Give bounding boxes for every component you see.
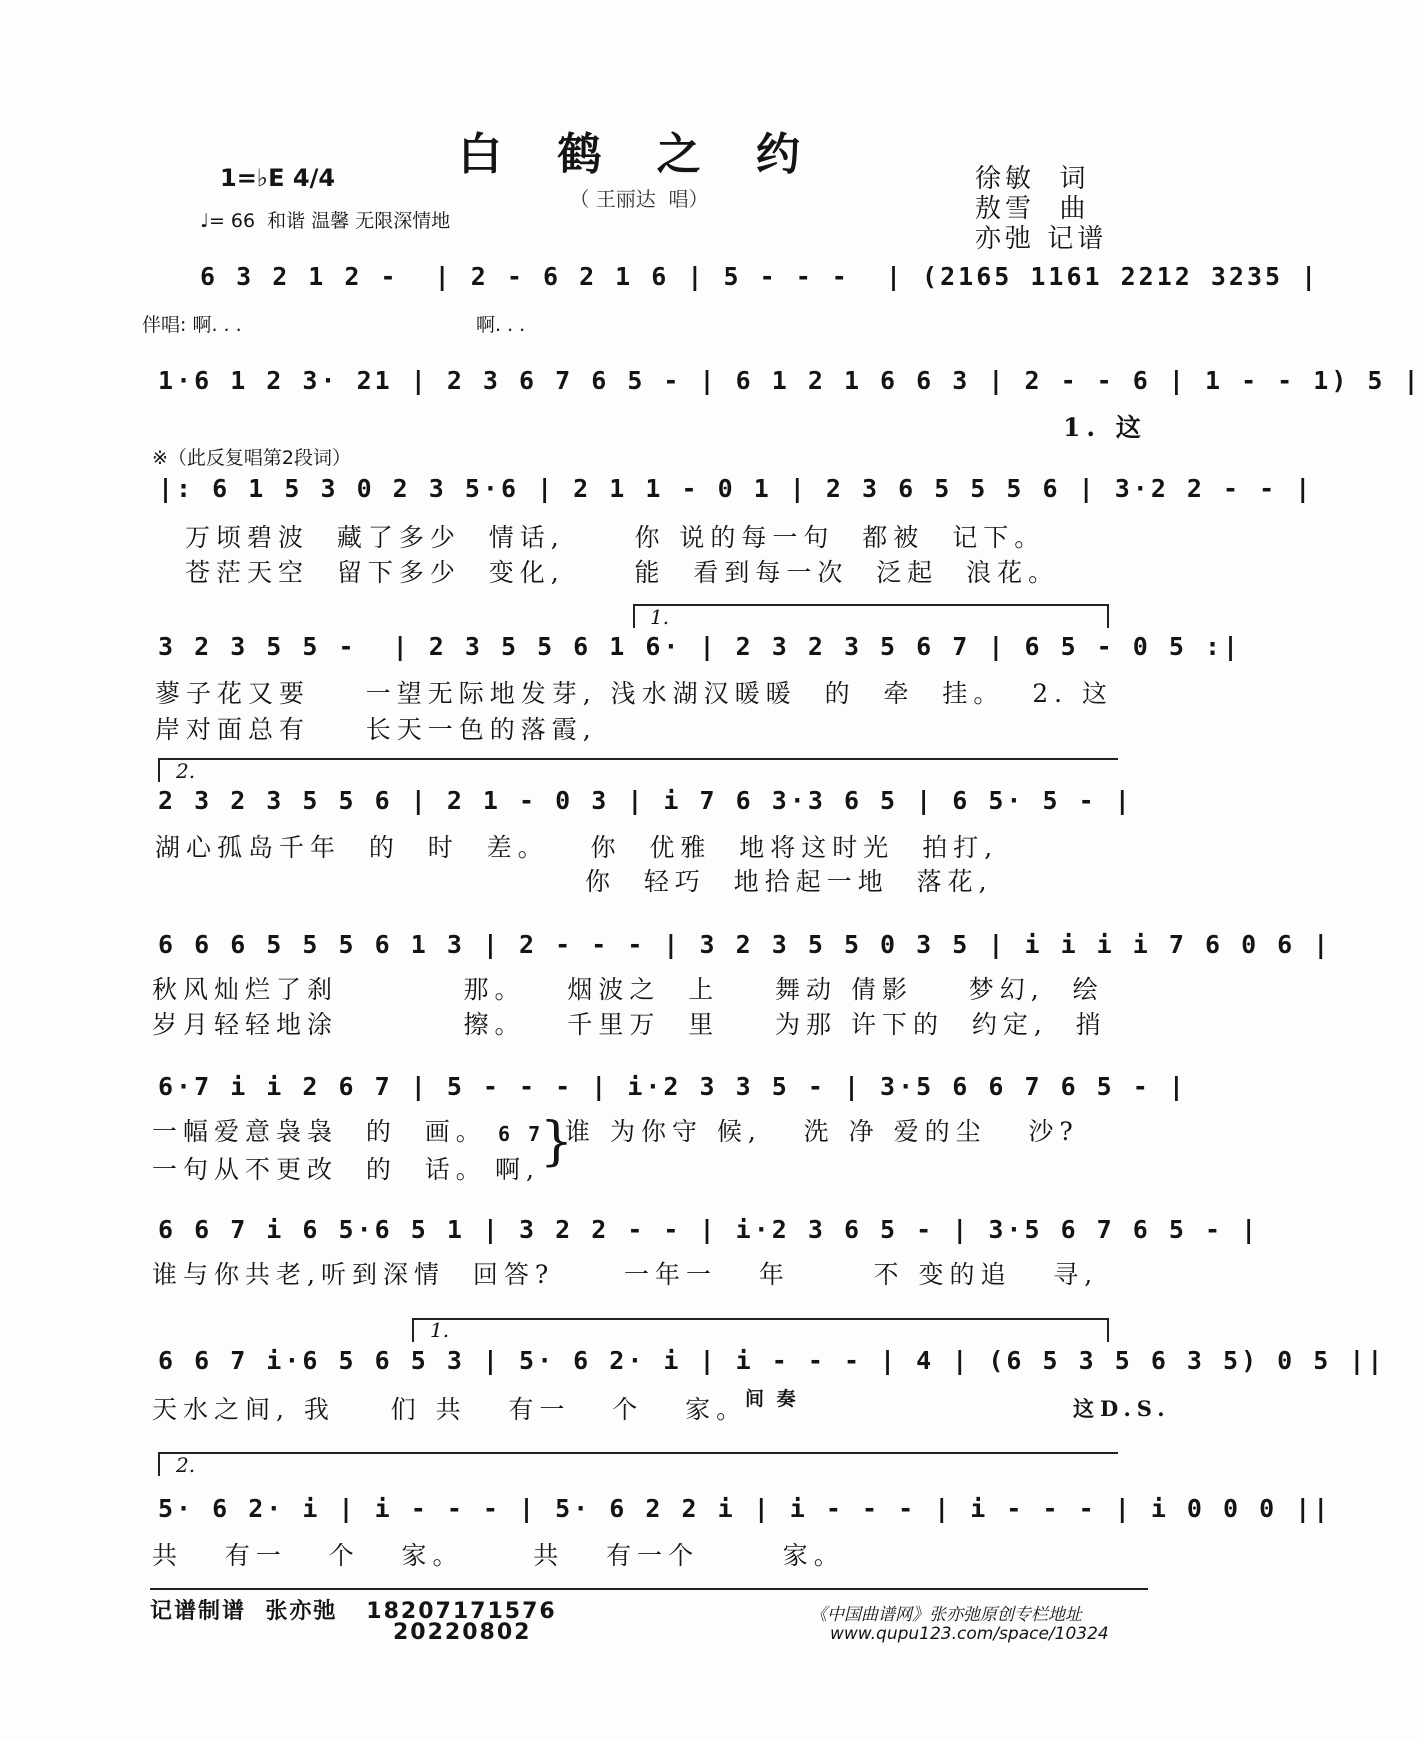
aside-lyric: 啊, — [495, 1155, 540, 1184]
aside-notes: 6 7 — [498, 1122, 544, 1146]
footer-maker: 记谱制谱 张亦弛 18207171576 — [150, 1599, 557, 1624]
lyric-line-3a: 万顷碧波 藏了多少 情话, 你 说的每一句 都被 记下。 — [185, 523, 1046, 552]
volta-1-number: 1. — [650, 605, 670, 629]
tempo-marking: ♩= 66 和谐 温馨 无限深情地 — [200, 210, 451, 232]
interlude-label: 间 奏 — [745, 1388, 799, 1410]
score-line-4: 3 2 3 5 5 - | 2 3 5 5 6 1 6· | 2 3 2 3 5 6 7 | 6 5 - 0 5 :| — [158, 632, 1242, 661]
transcriber-credit: 亦弛 记谱 — [975, 224, 1108, 254]
lyric-line-5a: 湖心孤岛千年 的 时 差。 你 优雅 地将这时光 拍打, — [155, 833, 999, 862]
volta-1b-number: 1. — [430, 1318, 450, 1342]
footer-date: 20220802 — [393, 1620, 532, 1645]
page-title: 白 鹤 之 约 — [458, 129, 820, 180]
lyric-line-6b: 岁月轻轻地涂 擦。 千里万 里 为那 许下的 约定, 捎 — [152, 1010, 1107, 1039]
score-line-5: 2 3 2 3 5 5 6 | 2 1 - 0 3 | i 7 6 3·3 6 5 | 6 5· 5 - | — [158, 786, 1133, 815]
lyric-line-10: 共 有一 个 家。 共 有一个 家。 — [152, 1541, 845, 1570]
volta-2b-number: 2. — [176, 1453, 196, 1477]
verse-marker: 1. 这 — [1063, 413, 1147, 442]
footer-source: 《中国曲谱网》张亦弛原创专栏地址 — [810, 1605, 1082, 1625]
aside-brace: } — [540, 1112, 574, 1172]
ds-marker: 这D.S. — [1073, 1396, 1171, 1421]
score-line-1: 6 3 2 1 2 - | 2 - 6 2 1 6 | 5 - - - | (2165 1161 2212 3235 | — [200, 262, 1320, 291]
lyric-line-9: 天水之间, 我 们 共 有一 个 家。 — [152, 1395, 748, 1424]
lyric-line-5b: 你 轻巧 地拾起一地 落花, — [585, 867, 993, 896]
volta-2b-bracket — [158, 1452, 1118, 1476]
score-line-9: 6 6 7 i·6 5 6 5 3 | 5· 6 2· i | i - - - | 4 | (6 5 3 5 6 3 5) 0 5 || — [158, 1346, 1386, 1375]
composer-credit: 敖雪 曲 — [975, 194, 1090, 224]
harmony-lyric-2: 啊. . . — [476, 314, 526, 336]
lyric-line-7a: 一幅爱意袅袅 的 画。 — [152, 1117, 487, 1146]
lyric-line-4b: 岸对面总有 长天一色的落霞, — [155, 715, 597, 744]
harmony-lyric: 伴唱: 啊. . . — [142, 314, 242, 336]
footer-divider — [150, 1588, 1148, 1590]
volta-1-bracket — [633, 604, 1109, 628]
key-signature: 1=♭E 4/4 — [220, 164, 336, 192]
lyric-line-3b: 苍茫天空 留下多少 变化, 能 看到每一次 泛起 浪花。 — [185, 558, 1060, 587]
score-line-10: 5· 6 2· i | i - - - | 5· 6 2 2 i | i - - - | i - - - | i 0 0 0 || — [158, 1494, 1332, 1523]
volta-1b-bracket — [412, 1318, 1109, 1342]
volta-2-bracket — [158, 758, 1118, 782]
lyric-line-8: 谁与你共老,听到深情 回答? 一年一 年 不 变的追 寻, — [152, 1260, 1099, 1289]
score-line-8: 6 6 7 i 6 5·6 5 1 | 3 2 2 - - | i·2 3 6 5 - | 3·5 6 7 6 5 - | — [158, 1215, 1260, 1244]
lyricist-credit: 徐敏 词 — [975, 164, 1090, 194]
score-line-2: 1·6 1 2 3· 21 | 2 3 6 7 6 5 - | 6 1 2 1 6 6 3 | 2 - - 6 | 1 - - 1) 5 | — [158, 366, 1422, 395]
score-line-6: 6 6 6 5 5 5 6 1 3 | 2 - - - | 3 2 3 5 5 0 3 5 | i i i i 7 6 0 6 | — [158, 930, 1332, 959]
footer-url: www.qupu123.com/space/10324 — [830, 1624, 1109, 1644]
score-line-3: |: 6 1 5 3 0 2 3 5·6 | 2 1 1 - 0 1 | 2 3 6 5 5 5 6 | 3·2 2 - - | — [158, 474, 1314, 503]
lyric-line-6a: 秋风灿烂了刹 那。 烟波之 上 舞动 倩影 梦幻, 绘 — [152, 975, 1104, 1004]
lyric-line-4a: 蓼子花又要 一望无际地发芽, 浅水湖汉暖暖 的 牵 挂。 2. 这 — [155, 679, 1114, 708]
lyric-line-7b: 一句从不更改 的 话。 — [152, 1155, 487, 1184]
volta-2-number: 2. — [176, 759, 196, 783]
repeat-note: ※（此反复唱第2段词） — [152, 447, 352, 469]
singer-credit: （ 王丽达 唱） — [569, 187, 709, 211]
score-line-7: 6·7 i i 2 6 7 | 5 - - - | i·2 3 3 5 - | 3·5 6 6 7 6 5 - | — [158, 1072, 1187, 1101]
lyric-line-7a-2: 谁 为你守 候, 洗 净 爱的尘 沙? — [565, 1117, 1079, 1146]
